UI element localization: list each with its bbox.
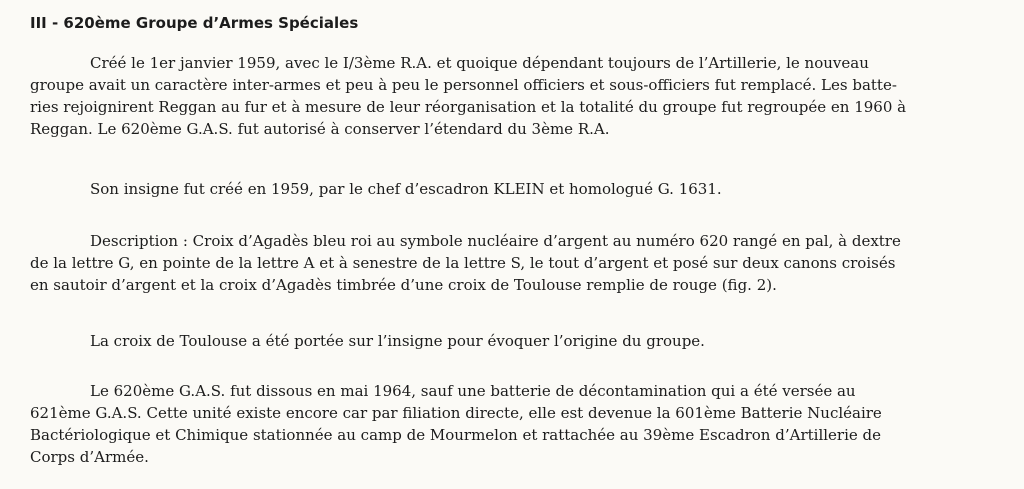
text-line: en sautoir d’argent et la croix d’Agadès timbrée d’une croix de Toulouse remplie de rouge (fig. 2).	[30, 276, 777, 294]
text-line: ries rejoignirent Reggan au fur et à mesure de leur réorganisation et la totalité du groupe fut regroupée en 1960 à	[30, 98, 907, 116]
text-line: de la lettre G, en pointe de la lettre A et à senestre de la lettre S, le tout d’argent et posé sur deux canons croisés	[30, 254, 896, 272]
paragraph-insignia	[30, 178, 946, 200]
text-line: Reggan. Le 620ème G.A.S. fut autorisé à conserver l’étendard du 3ème R.A.	[30, 120, 610, 138]
text-line: Créé le 1er janvier 1959, avec le I/3ème R.A. et quoique dépendant toujours de l’Artillerie, le nouveau	[90, 54, 869, 72]
paragraph-toulouse-cross	[30, 330, 946, 352]
paragraph-dissolution	[30, 380, 946, 468]
text-line: Description : Croix d’Agadès bleu roi au symbole nucléaire d’argent au numéro 620 rangé en pal, à dextre	[90, 232, 901, 250]
text-line: Bactériologique et Chimique stationnée au camp de Mourmelon et rattachée au 39ème Escadron d’Artillerie de	[30, 426, 882, 444]
text-line: La croix de Toulouse a été portée sur l’insigne pour évoquer l’origine du groupe.	[90, 332, 705, 350]
text-line: Corps d’Armée.	[30, 448, 149, 466]
paragraph-creation	[30, 52, 946, 140]
paragraph-description	[30, 230, 946, 296]
text-line: 621ème G.A.S. Cette unité existe encore car par filiation directe, elle est devenue la 601ème Batterie Nucléaire	[30, 404, 882, 422]
section-heading: III - 620ème Groupe d’Armes Spéciales	[30, 14, 359, 32]
text-line: Son insigne fut créé en 1959, par le chef d’escadron KLEIN et homologué G. 1631.	[90, 180, 722, 198]
text-line: Le 620ème G.A.S. fut dissous en mai 1964, sauf une batterie de décontamination qui a été versée au	[90, 382, 856, 400]
text-line: groupe avait un caractère inter-armes et peu à peu le personnel officiers et sous-officiers fut remplacé. Les batte-	[30, 76, 897, 94]
